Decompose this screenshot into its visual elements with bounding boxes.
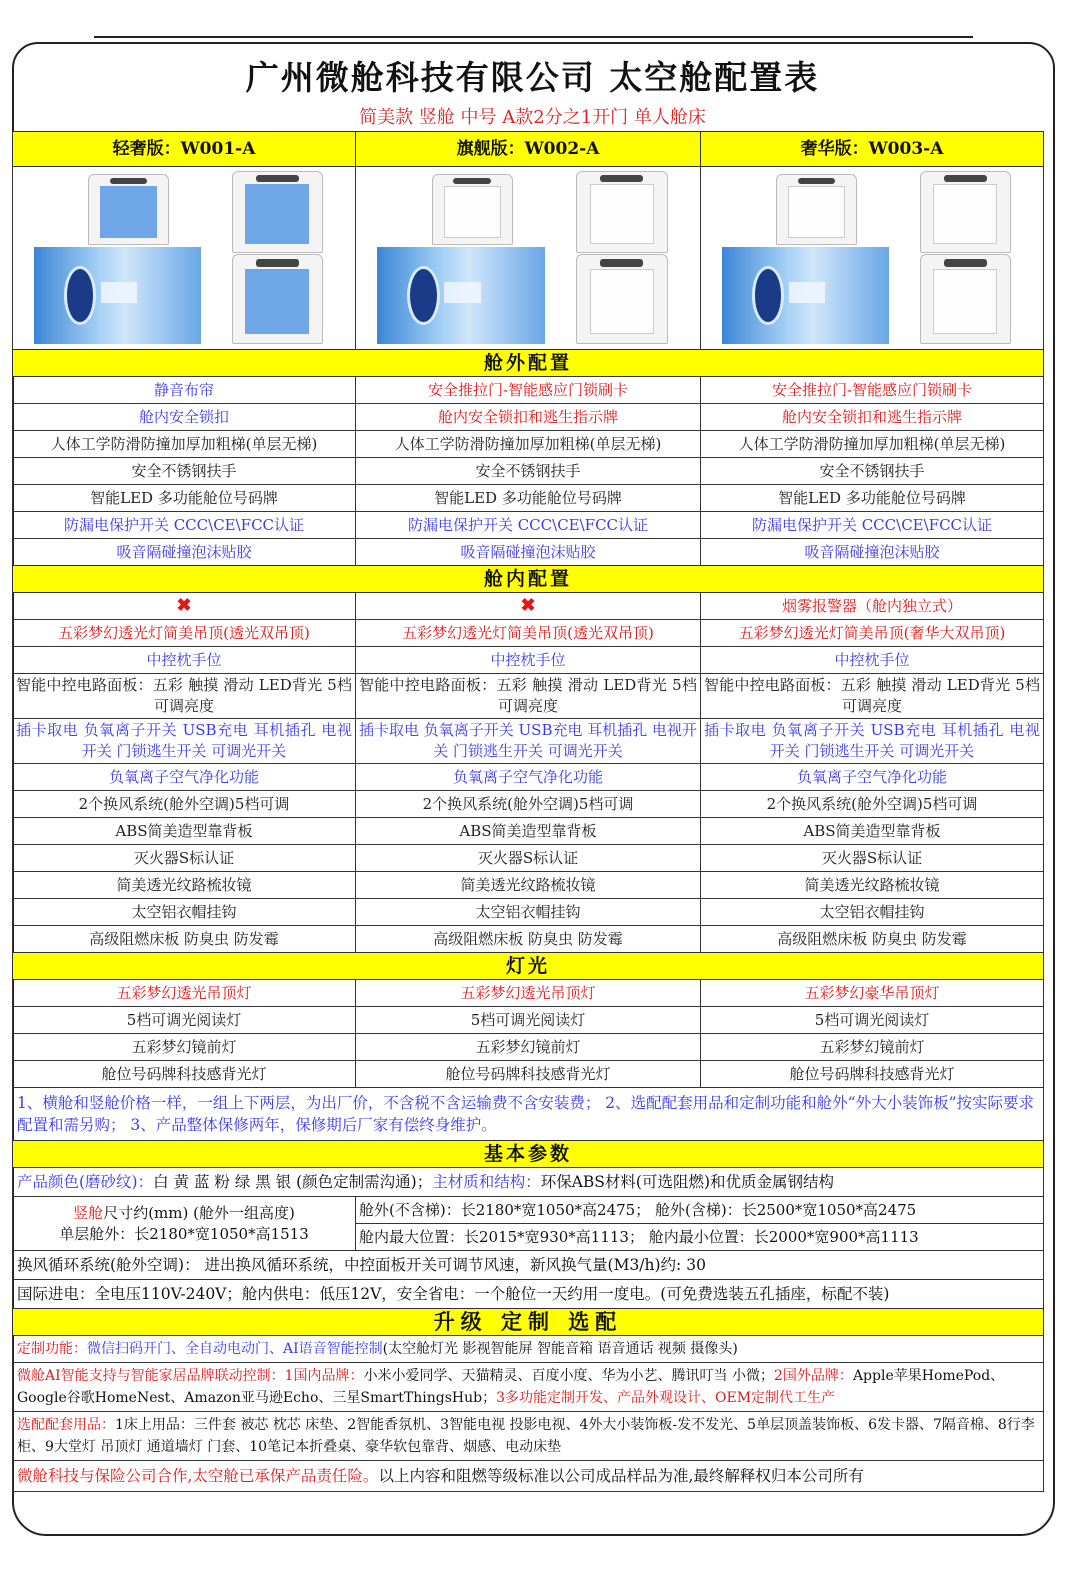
ventilation-row xyxy=(13,1251,1044,1280)
interior-cell: 2个换风系统(舱外空调)5档可调 xyxy=(13,791,356,818)
product-image-3 xyxy=(701,167,1044,350)
params-color-row xyxy=(13,1168,1044,1197)
interior-cell: 智能中控电路面板：五彩 触摸 滑动 LED背光 5档可调亮度 xyxy=(356,674,701,719)
interior-cell: 智能中控电路面板：五彩 触摸 滑动 LED背光 5档可调亮度 xyxy=(13,674,356,719)
interior-cell: 中控枕手位 xyxy=(356,647,701,674)
capsule-lower-image xyxy=(232,254,323,343)
exterior-cell: 防漏电保护开关 CCC\CE\FCC认证 xyxy=(13,512,356,539)
exterior-cell: 防漏电保护开关 CCC\CE\FCC认证 xyxy=(356,512,701,539)
power-row xyxy=(13,1280,1044,1309)
section-exterior: 舱外配置 xyxy=(13,350,1044,377)
custom-label: 定制功能： xyxy=(17,1341,87,1357)
size-label-cell xyxy=(13,1197,356,1251)
ventilation-text: 换风循环系统(舱外空调)： 进出换风循环系统，中控面板开关可调节风速，新风换气量(M3/h)约: 30 xyxy=(17,1256,706,1274)
interior-cell: 高级阻燃床板 防臭虫 防发霉 xyxy=(701,926,1044,953)
lighting-cell: 5档可调光阅读灯 xyxy=(701,1007,1044,1034)
interior-cell: 灭火器S标认证 xyxy=(13,845,356,872)
capsule-single-image xyxy=(432,174,513,245)
note-row xyxy=(13,1088,1044,1141)
lighting-cell: 5档可调光阅读灯 xyxy=(356,1007,701,1034)
lighting-cell: 五彩梦幻镜前灯 xyxy=(13,1034,356,1061)
exterior-cell: 安全推拉门-智能感应门锁刷卡 xyxy=(701,377,1044,404)
exterior-cell: 舱内安全锁扣 xyxy=(13,404,356,431)
exterior-cell: 安全不锈钢扶手 xyxy=(701,458,1044,485)
exterior-cell: 舱内安全锁扣和逃生指示牌 xyxy=(356,404,701,431)
interior-cell: 五彩梦幻透光灯简美吊顶(奢华大双吊顶) xyxy=(701,620,1044,647)
exterior-cell: 安全不锈钢扶手 xyxy=(356,458,701,485)
footer-insurance: 微舱科技与保险公司合作,太空舱已承保产品责任险。 xyxy=(17,1467,379,1485)
interior-cell: 太空铝衣帽挂钩 xyxy=(356,899,701,926)
interior-cell: 负氧离子空气净化功能 xyxy=(701,764,1044,791)
interior-cell: 负氧离子空气净化功能 xyxy=(13,764,356,791)
version-header-2: 旗舰版：W002-A xyxy=(356,132,701,167)
exterior-cell: 吸音隔碰撞泡沫贴胶 xyxy=(356,539,701,566)
exterior-cell: 人体工学防滑防撞加厚加粗梯(单层无梯) xyxy=(356,431,701,458)
capsule-lower-image xyxy=(920,254,1011,343)
inner-size-cell: 舱内最大位置：长2015*宽930*高1113； 舱内最小位置：长2000*宽900*高1113 xyxy=(356,1224,1044,1251)
version-header-3: 奢华版：W003-A xyxy=(701,132,1044,167)
exterior-cell: 安全不锈钢扶手 xyxy=(13,458,356,485)
section-interior: 舱内配置 xyxy=(13,566,1044,593)
lighting-cell: 五彩梦幻镜前灯 xyxy=(701,1034,1044,1061)
accessories-label: 选配配套用品： xyxy=(17,1417,115,1433)
accessories-text: 1床上用品：三件套 被芯 枕芯 床垫、2智能香氛机、3智能电视 投影电视、4外大小装饰板-发不发光、5单层顶盖装饰板、6发卡器、7隔音棉、8行李柜、9大堂灯 吊顶灯 通道墙灯 门套、10笔记本折叠桌、豪华软包靠背、烟感、电动床垫 xyxy=(17,1417,1035,1455)
interior-cell: ✖ xyxy=(13,593,356,620)
interior-cell: 太空铝衣帽挂钩 xyxy=(13,899,356,926)
ai-row xyxy=(13,1363,1044,1412)
interior-cell: 插卡取电 负氧离子开关 USB充电 耳机插孔 电视开关 门锁逃生开关 可调光开关 xyxy=(701,719,1044,764)
interior-cell: 负氧离子空气净化功能 xyxy=(356,764,701,791)
color-value: 白 黄 蓝 粉 绿 黑 银 (颜色定制需沟通)； xyxy=(153,1173,433,1191)
material-label: 主材质和结构： xyxy=(432,1173,541,1191)
exterior-cell: 安全推拉门-智能感应门锁刷卡 xyxy=(356,377,701,404)
interior-cell: 高级阻燃床板 防臭虫 防发霉 xyxy=(13,926,356,953)
interior-cell: 高级阻燃床板 防臭虫 防发霉 xyxy=(356,926,701,953)
interior-cell: 烟雾报警器（舱内独立式） xyxy=(701,593,1044,620)
ai-domestic-label: 1国内品牌： xyxy=(284,1368,364,1384)
interior-cell: 2个换风系统(舱外空调)5档可调 xyxy=(356,791,701,818)
exterior-cell: 人体工学防滑防撞加厚加粗梯(单层无梯) xyxy=(701,431,1044,458)
single-outer: 单层舱外：长2180*宽1050*高1513 xyxy=(59,1224,309,1243)
lighting-cell: 舱位号码牌科技感背光灯 xyxy=(356,1061,701,1088)
capsule-upper-image xyxy=(576,171,667,253)
section-upgrade: 升级 定制 选配 xyxy=(13,1309,1044,1336)
outer-size-cell: 舱外(不含梯)：长2180*宽1050*高2475； 舱外(含梯)：长2500*宽1050*高2475 xyxy=(356,1197,1044,1224)
interior-cell: ABS简美造型靠背板 xyxy=(701,818,1044,845)
capsule-interior-image xyxy=(722,247,890,343)
product-image-2 xyxy=(356,167,701,350)
interior-cell: ABS简美造型靠背板 xyxy=(13,818,356,845)
interior-cell: 中控枕手位 xyxy=(701,647,1044,674)
custom-black: (太空舱灯光 影视智能屏 智能音箱 语音通话 视频 摄像头) xyxy=(382,1341,738,1357)
page-subtitle: 简美款 竖舱 中号 A款2分之1开门 单人舱床 xyxy=(359,107,706,128)
config-table xyxy=(12,131,1044,1492)
interior-cell: 2个换风系统(舱外空调)5档可调 xyxy=(701,791,1044,818)
accessories-row xyxy=(13,1412,1044,1461)
exterior-cell: 人体工学防滑防撞加厚加粗梯(单层无梯) xyxy=(13,431,356,458)
section-params: 基本参数 xyxy=(13,1141,1044,1168)
capsule-interior-image xyxy=(34,247,202,343)
power-text: 国际进电：全电压110V-240V；舱内供电：低压12V，安全省电：一个舱位一天约用一度电。(可免费选装五孔插座，标配不装) xyxy=(17,1285,890,1303)
section-lighting: 灯光 xyxy=(13,953,1044,980)
page-title: 广州微舱科技有限公司 太空舱配置表 xyxy=(245,58,820,97)
interior-cell: ABS简美造型靠背板 xyxy=(356,818,701,845)
capsule-upper-image xyxy=(920,171,1011,253)
color-label: 产品颜色(磨砂纹)： xyxy=(17,1173,154,1191)
capsule-upper-image xyxy=(232,171,323,253)
ai-foreign-value: Apple苹果HomePod、Google谷歌HomeNest、Amazon亚马逊Echo、三星SmartThingsHub； xyxy=(17,1368,1005,1406)
ai-custom-dev: 3多功能定制开发、产品外观设计、OEM定制代工生产 xyxy=(496,1390,836,1406)
lighting-cell: 舱位号码牌科技感背光灯 xyxy=(701,1061,1044,1088)
interior-cell: 插卡取电 负氧离子开关 USB充电 耳机插孔 电视开关 门锁逃生开关 可调光开关 xyxy=(356,719,701,764)
ai-domestic-value: 小米小爱同学、天猫精灵、百度小度、华为小艺、腾讯叮当 小微； xyxy=(363,1368,775,1384)
exterior-cell: 静音布帘 xyxy=(13,377,356,404)
lighting-cell: 五彩梦幻透光吊顶灯 xyxy=(356,980,701,1007)
note-text: 1、横舱和竖舱价格一样，一组上下两层，为出厂价，不含税不含运输费不含安装费； 2、选配配套用品和定制功能和舱外“外大小装饰板”按实际要求配置和需另购； 3、产品整体保修两年，保修期后厂家有偿终身维护。 xyxy=(17,1094,1035,1134)
exterior-cell: 智能LED 多功能舱位号码牌 xyxy=(701,485,1044,512)
lighting-cell: 舱位号码牌科技感背光灯 xyxy=(13,1061,356,1088)
lighting-cell: 五彩梦幻镜前灯 xyxy=(356,1034,701,1061)
custom-blue: 微信扫码开门、全自动电动门、AI语音智能控制 xyxy=(87,1341,383,1357)
size-red: 竖舱 xyxy=(73,1203,104,1222)
interior-cell: 简美透光纹路梳妆镜 xyxy=(701,872,1044,899)
interior-cell: 五彩梦幻透光灯简美吊顶(透光双吊顶) xyxy=(356,620,701,647)
interior-cell: ✖ xyxy=(356,593,701,620)
exterior-cell: 吸音隔碰撞泡沫贴胶 xyxy=(701,539,1044,566)
interior-cell: 插卡取电 负氧离子开关 USB充电 耳机插孔 电视开关 门锁逃生开关 可调光开关 xyxy=(13,719,356,764)
product-image-1 xyxy=(13,167,356,350)
exterior-cell: 防漏电保护开关 CCC\CE\FCC认证 xyxy=(701,512,1044,539)
interior-cell: 简美透光纹路梳妆镜 xyxy=(13,872,356,899)
lighting-cell: 五彩梦幻豪华吊顶灯 xyxy=(701,980,1044,1007)
capsule-lower-image xyxy=(576,254,667,343)
capsule-interior-image xyxy=(377,247,546,343)
interior-cell: 五彩梦幻透光灯简美吊顶(透光双吊顶) xyxy=(13,620,356,647)
material-value: 环保ABS材料(可选阻燃)和优质金属钢结构 xyxy=(540,1173,835,1191)
exterior-cell: 吸音隔碰撞泡沫贴胶 xyxy=(13,539,356,566)
version-header-1: 轻奢版：W001-A xyxy=(13,132,356,167)
interior-cell: 简美透光纹路梳妆镜 xyxy=(356,872,701,899)
interior-cell: 灭火器S标认证 xyxy=(701,845,1044,872)
interior-cell: 中控枕手位 xyxy=(13,647,356,674)
lighting-cell: 五彩梦幻透光吊顶灯 xyxy=(13,980,356,1007)
interior-cell: 灭火器S标认证 xyxy=(356,845,701,872)
footer-row xyxy=(13,1461,1044,1492)
interior-cell: 智能中控电路面板：五彩 触摸 滑动 LED背光 5档可调亮度 xyxy=(701,674,1044,719)
custom-row xyxy=(13,1336,1044,1363)
capsule-single-image xyxy=(88,174,169,245)
exterior-cell: 舱内安全锁扣和逃生指示牌 xyxy=(701,404,1044,431)
capsule-single-image xyxy=(776,174,857,245)
size-label: 尺寸约(mm) (舱外一组高度) xyxy=(103,1203,295,1222)
lighting-cell: 5档可调光阅读灯 xyxy=(13,1007,356,1034)
ai-label: 微舱AI智能支持与智能家居品牌联动控制： xyxy=(17,1368,285,1384)
footer-disclaimer: 以上内容和阻燃等级标准以公司成品样品为准,最终解释权归本公司所有 xyxy=(378,1467,864,1485)
exterior-cell: 智能LED 多功能舱位号码牌 xyxy=(356,485,701,512)
ai-foreign-label: 2国外品牌： xyxy=(774,1368,853,1384)
interior-cell: 太空铝衣帽挂钩 xyxy=(701,899,1044,926)
exterior-cell: 智能LED 多功能舱位号码牌 xyxy=(13,485,356,512)
